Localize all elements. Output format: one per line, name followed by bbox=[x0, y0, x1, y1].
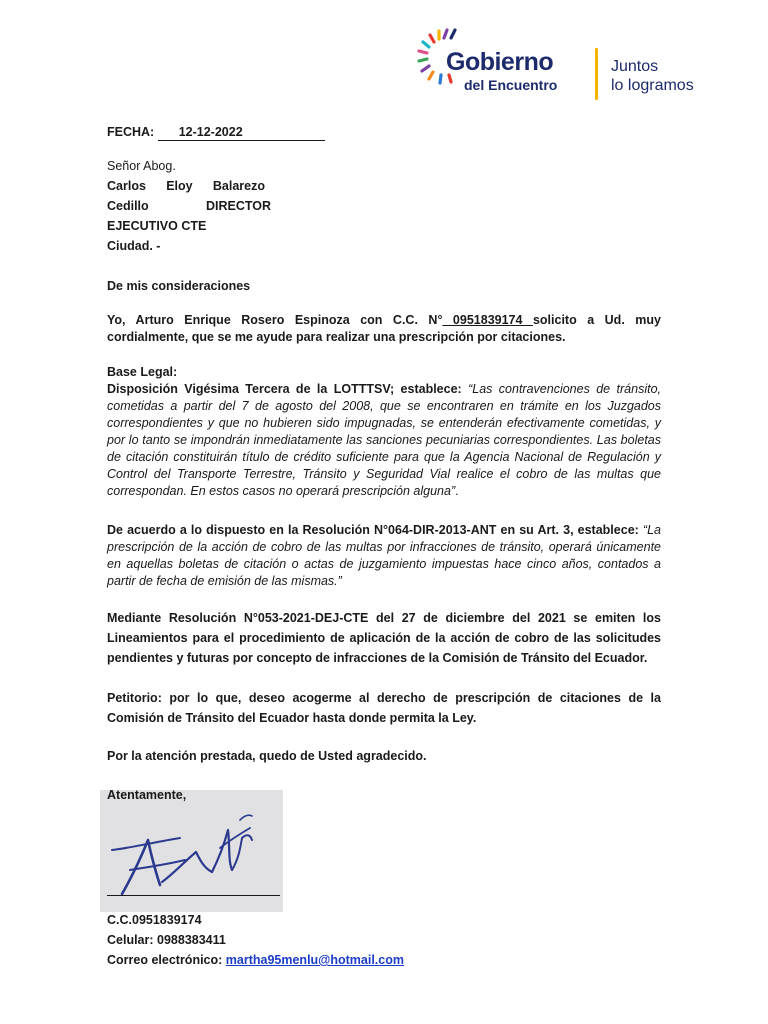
p2-bold: De acuerdo a lo dispuesto en la Resolución N°064-DIR-2013-ANT en su Art. 3, establece: bbox=[107, 523, 643, 537]
fecha-line bbox=[107, 124, 325, 141]
signature-scribble-icon bbox=[100, 790, 283, 912]
logo-name: Gobierno bbox=[446, 48, 554, 76]
recipient-last-name: Balarezo bbox=[212, 179, 265, 193]
recipient-salutation: Señor Abog. bbox=[107, 159, 176, 173]
recipient-middle-name: Eloy bbox=[166, 179, 193, 193]
p1-bold: Disposición Vigésima Tercera de la LOTTTSV; establece: bbox=[107, 382, 469, 396]
logo-slogan-line1: Juntos bbox=[611, 58, 659, 75]
atentamente-label: Atentamente, bbox=[107, 788, 187, 802]
logo-slogan-line2: lo logramos bbox=[611, 77, 694, 94]
recipient-title: DIRECTOR bbox=[206, 199, 272, 213]
recipient-second-last-name: Cedillo bbox=[107, 199, 149, 213]
recipient-line1 bbox=[107, 178, 265, 195]
fecha-label: FECHA: bbox=[107, 125, 155, 139]
logo-subname: del Encuentro bbox=[464, 77, 558, 93]
petitorio-paragraph: Petitorio: por lo que, deseo acogerme al derecho de prescripción de citaciones de la Comisión de Tránsito del Ecuador hasta donde permita la Ley. bbox=[107, 691, 661, 725]
gobierno-logo bbox=[414, 26, 734, 102]
signature-cc: C.C.0951839174 bbox=[107, 913, 202, 927]
greeting: De mis consideraciones bbox=[107, 279, 251, 293]
recipient-line3: EJECUTIVO CTE bbox=[107, 219, 207, 233]
recipient-line2 bbox=[107, 198, 272, 215]
base-legal-paragraph-2 bbox=[107, 522, 661, 590]
p2-quote: “La prescripción de la acción de cobro de las multas por infracciones de tránsito, operará únicamente en aquellas boletas de citación o actas de juzgamiento impuestas hace cinco años, contados a partir de fecha de emisión de las mismas.” bbox=[107, 523, 661, 588]
intro-paragraph bbox=[107, 312, 661, 346]
base-legal-paragraph-3: Mediante Resolución N°053-2021-DEJ-CTE del 27 de diciembre del 2021 se emiten los Lineamientos para el procedimiento de aplicación de la acción de cobro de las solicitudes pendientes y futuras por concepto de infracciones de la Comisión de Tránsito del Ecuador. bbox=[107, 611, 661, 665]
intro-after: solicito a Ud. muy cordialmente, que se me ayude para realizar una prescripción por citaciones. bbox=[107, 313, 661, 344]
p1-quote: “Las contravenciones de tránsito, cometidas a partir del 7 de agosto del 2008, que se encontraren en trámite en los Juzgados correspondientes y que no hubieren sido impugnadas, se entenderán efectivamente cometidas, y por lo tanto se impondrán inmediatamente las sanciones pecuniarias correspondientes. Las boletas de citación constituirán título de crédito suficiente para que la Agencia Nacional de Regulación y Control del Transporte Terrestre, Tránsito y Seguridad Vial realice el cobro de las multas que correspondan. En estos casos no operará prescripción alguna” bbox=[107, 382, 661, 498]
base-legal-heading: Base Legal: bbox=[107, 365, 178, 379]
recipient-city: Ciudad. - bbox=[107, 239, 161, 253]
signature-image bbox=[100, 790, 283, 912]
email-link[interactable]: martha95menlu@hotmail.com bbox=[225, 953, 404, 967]
signature-line bbox=[107, 895, 280, 896]
signature-celular: Celular: 0988383411 bbox=[107, 933, 226, 947]
fecha-value: 12-12-2022 bbox=[158, 125, 325, 141]
email-label: Correo electrónico: bbox=[107, 953, 226, 967]
base-legal-paragraph-1 bbox=[107, 381, 661, 500]
signature-email-line bbox=[107, 952, 404, 969]
p1-end: . bbox=[455, 484, 459, 498]
intro-cc-number: 0951839174 bbox=[442, 313, 533, 327]
closing-line: Por la atención prestada, quedo de Usted agradecido. bbox=[107, 749, 427, 763]
recipient-first-name: Carlos bbox=[107, 179, 146, 193]
intro-before: Yo, Arturo Enrique Rosero Espinoza con C.C. N° bbox=[107, 313, 443, 327]
logo-divider bbox=[595, 48, 598, 100]
